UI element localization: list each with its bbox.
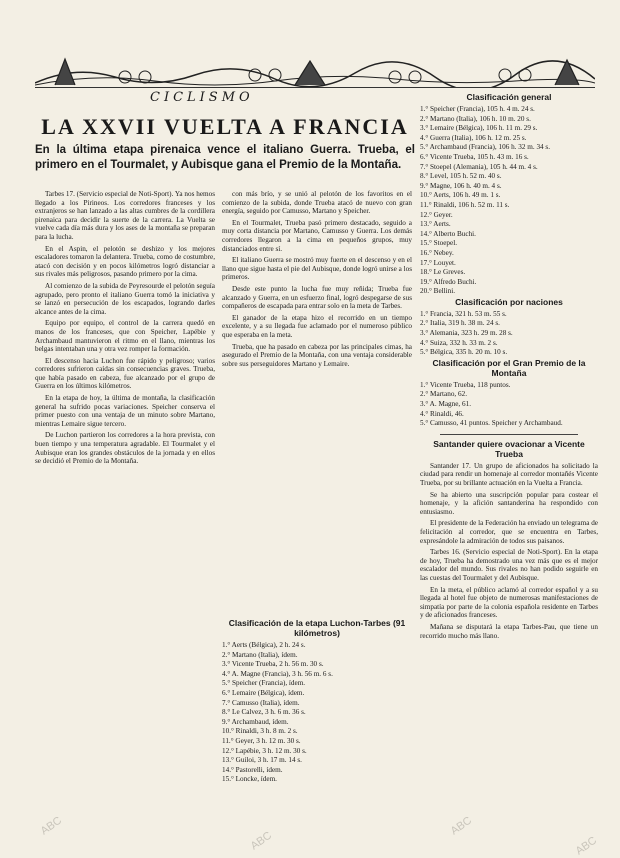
divider xyxy=(440,434,578,435)
watermark: ABC xyxy=(448,814,475,838)
list-item: 17.° Louyet. xyxy=(420,258,456,267)
list-item: 5.° Camusso, 41 puntos. Speicher y Archambaud. xyxy=(420,419,563,428)
paragraph: Al comienzo de la subida de Peyresourde el pelotón seguía agrupado, pero pronto el italiano Guerra tomó la iniciativa y se lanzó en persecución de los escapados, logrando darles alcance antes de la cima. xyxy=(35,281,215,316)
list-item: 18.° Le Greves. xyxy=(420,268,466,277)
general-classification-heading: Clasificación general xyxy=(466,92,552,102)
paragraph: El presidente de la Federación ha enviado un telegrama de felicitación al corredor, que se encuentra en Tarbes, expresándole la admiración de todos sus paisanos. xyxy=(420,519,598,545)
section-title: CICLISMO xyxy=(150,90,254,105)
stage-results-heading: Clasificación de la etapa Luchon-Tarbes (91 kilómetros) xyxy=(228,618,406,638)
nations-heading: Clasificación por naciones xyxy=(455,296,563,307)
watermark: ABC xyxy=(248,829,275,853)
list-item: 1.° Speicher (Francia), 105 h. 4 m. 24 s. xyxy=(420,105,535,113)
list-item: 15.° Stoepel. xyxy=(420,239,458,248)
cycling-frieze-illustration xyxy=(35,55,595,87)
paragraph: Equipo por equipo, el control de la carrera quedó en manos de los franceses, que con Speicher, Lapébie y Archambaud mantuvieron el ritmo en el llano, mientras los belgas intentaban una y otra vez romper la formación. xyxy=(35,319,215,354)
list-item: 8.° Level, 105 h. 52 m. 40 s. xyxy=(420,172,502,181)
article-column-2 xyxy=(222,190,412,610)
paragraph: Se ha abierto una suscripción popular para costear el homenaje, y la afición santanderina ha respondido con entusiasmo. xyxy=(420,490,598,516)
list-item: 11.° Geyer, 3 h. 12 m. 30 s. xyxy=(222,736,301,745)
list-item: 3.° Vicente Trueba, 2 h. 56 m. 30 s. xyxy=(222,660,324,669)
list-item: 16.° Nebey. xyxy=(420,248,454,257)
list-item: 20.° Bellini. xyxy=(420,287,456,296)
paragraph: con más brío, y se unió al pelotón de los favoritos en el comienzo de la subida, donde Trueba atacó de nuevo con gran energía, seguido por Camusso, Martano y Speicher. xyxy=(222,190,412,216)
list-item: 2.° Martano (Italia), 106 h. 10 m. 20 s. xyxy=(420,114,531,123)
list-item: 10.° Aerts, 106 h. 49 m. 1 s. xyxy=(420,191,501,200)
header-banner xyxy=(35,55,595,88)
list-item: 2.° Martano, 62. xyxy=(420,390,467,399)
list-item: 14.° Pastorelli, ídem. xyxy=(222,765,283,774)
list-item: 4.° Suiza, 332 h. 33 m. 2 s. xyxy=(420,338,498,347)
list-item: 3.° Lemaire (Bélgica), 106 h. 11 m. 29 s. xyxy=(420,124,538,133)
paragraph: En la etapa de hoy, la última de montaña, la clasificación general ha sufrido pocas variaciones. Speicher conserva el primer puesto con una ventaja de un minuto sobre Martano, mientras Lemaire sigue tercero. xyxy=(35,394,215,428)
list-item: 3.° Alemania, 323 h. 29 m. 28 s. xyxy=(420,329,513,338)
paragraph: Santander 17. Un grupo de aficionados ha solicitado la ciudad para rendir un homenaje al corredor montañés Vicente Trueba, por su brillante actuación en la Vuelta a Francia. xyxy=(420,461,598,487)
list-item: 5.° Speicher (Francia), ídem. xyxy=(222,679,306,688)
list-item: 8.° Le Calvez, 3 h. 6 m. 36 s. xyxy=(222,708,306,717)
list-item: 10.° Rinaldi, 3 h. 8 m. 2 s. xyxy=(222,727,298,736)
paragraph: En la meta, el público aclamó al corredor español y a su llegada al hotel fue objeto de numerosas manifestaciones de simpatía por parte de la colonia española residente en Tarbes y de aficionados franceses. xyxy=(420,585,598,620)
list-item: 12.° Geyer. xyxy=(420,210,453,219)
headline: LA XXVII VUELTA A FRANCIA xyxy=(41,114,409,139)
paragraph: El ganador de la etapa hizo el recorrido en un tiempo excelente, y a su llegada fue aclamado por el numeroso público que esperaba en la meta. xyxy=(222,313,412,339)
paragraph: El descenso hacia Luchon fue rápido y peligroso; varios corredores sufrieron caídas sin consecuencias graves. Trueba, que había pasado en cabeza, fue alcanzado por el grupo de Guerra en los últimos kilómetros. xyxy=(35,356,215,391)
list-item: 1.° Aerts (Bélgica), 2 h. 24 s. xyxy=(222,641,306,649)
stage-results xyxy=(222,618,412,850)
paragraph: Trueba, que ha pasado en cabeza por las principales cimas, ha asegurado el Premio de la Montaña, con una ventaja considerable sobre sus perseguidores Martano y Lemaire. xyxy=(222,342,412,368)
list-item: 2.° Martano (Italia), ídem. xyxy=(222,650,298,659)
list-item: 12.° Lapébie, 3 h. 12 m. 30 s. xyxy=(222,746,307,755)
list-item: 6.° Lemaire (Bélgica), ídem. xyxy=(222,688,305,697)
paragraph: Tarbes 17. (Servicio especial de Noti-Sport). Ya nos hemos llegado a los Pirineos. Los corredores franceses y los extranjeros se han lanzado a las altas cumbres de la cordillera pirenaica para decidir la suerte de la carrera. La Vuelta se vuelve cada día más dura y los ases de la montaña se preparan para la lucha. xyxy=(35,190,215,241)
ovation-heading: Santander quiere ovacionar a Vicente Trueba xyxy=(433,438,585,459)
paragraph: Desde este punto la lucha fue muy reñida; Trueba fue alcanzado y Guerra, en un esfuerzo final, logró despegarse de sus compañeros de escapada para entrar solo en la meta de Tarbes. xyxy=(222,284,412,311)
list-item: 4.° A. Magne (Francia), 3 h. 56 m. 6 s. xyxy=(222,669,333,678)
list-item: 9.° Magne, 106 h. 40 m. 4 s. xyxy=(420,181,502,190)
paragraph: Tarbes 16. (Servicio especial de Noti-Sport). En la etapa de hoy, Trueba ha demostrado una vez más que es el mejor escalador del mundo. Sus rivales no han podido seguirle en las cuestas del Tourmalet y del Aubisque. xyxy=(420,548,598,582)
list-item: 2.° Italia, 319 h. 38 m. 24 s. xyxy=(420,319,500,328)
list-item: 4.° Guerra (Italia), 106 h. 12 m. 25 s. xyxy=(420,133,527,142)
list-item: 4.° Rinaldi, 46. xyxy=(420,409,464,418)
watermark: ABC xyxy=(573,834,600,858)
list-item: 5.° Bélgica, 335 h. 20 m. 10 s. xyxy=(420,348,508,357)
list-item: 1.° Francia, 321 h. 53 m. 55 s. xyxy=(420,309,507,318)
list-item: 13.° Guiloi, 3 h. 17 m. 14 s. xyxy=(222,756,302,765)
list-item: 15.° Loncke, ídem. xyxy=(222,775,277,784)
subheadline: En la última etapa pirenaica vence el italiano Guerra. Trueba, el primero en el Tourmalet, y Aubisque gana el Premio de la Montaña. xyxy=(35,144,415,171)
list-item: 3.° A. Magne, 61. xyxy=(420,400,471,409)
list-item: 19.° Alfredo Buchi. xyxy=(420,277,477,286)
list-item: 9.° Archambaud, ídem. xyxy=(222,717,289,726)
list-item: 11.° Rinaldi, 106 h. 52 m. 11 s. xyxy=(420,200,510,209)
watermark: ABC xyxy=(38,814,65,838)
paragraph: De Luchon partieron los corredores a la hora prevista, con buen tiempo y una temperatura agradable. El Tourmalet y el Aubisque eran los grandes obstáculos de la jornada y en ellos se decidió el Premio de la Montaña. xyxy=(35,431,215,466)
list-item: 1.° Vicente Trueba, 118 puntos. xyxy=(420,380,511,389)
paragraph: Mañana se disputará la etapa Tarbes-Pau, que tiene un recorrido mucho más llano. xyxy=(420,622,598,640)
list-item: 7.° Stoepel (Alemania), 105 h. 44 m. 4 s. xyxy=(420,162,538,171)
list-item: 14.° Alberto Buchi. xyxy=(420,229,476,238)
paragraph: En el Aspin, el pelotón se deshizo y los mejores escaladores tomaron la delantera. Trueba, como de costumbre, atacó con decisión y en pocos kilómetros logró distanciar a sus rivales más peligrosos, pasando primero por la cima. xyxy=(35,244,215,279)
mountain-prize-heading: Clasificación por el Gran Premio de la Montaña xyxy=(432,357,586,378)
list-item: 7.° Camusso (Italia), ídem. xyxy=(222,698,300,707)
article-column-1 xyxy=(35,190,215,850)
paragraph: El italiano Guerra se mostró muy fuerte en el descenso y en el llano que sigue hasta el pie del Aubisque, donde logró unirse a los primeros. xyxy=(222,256,412,282)
list-item: 6.° Vicente Trueba, 105 h. 43 m. 16 s. xyxy=(420,152,529,161)
list-item: 5.° Archambaud (Francia), 106 h. 32 m. 34 s. xyxy=(420,143,551,152)
list-item: 13.° Aerts. xyxy=(420,220,451,229)
paragraph: En el Tourmalet, Trueba pasó primero destacado, seguido a muy corta distancia por Martano, Camusso y Guerra. Los demás corredores llegaron a la cima en pequeños grupos, muy distanciados entre sí. xyxy=(222,218,412,253)
results-column xyxy=(420,92,598,852)
